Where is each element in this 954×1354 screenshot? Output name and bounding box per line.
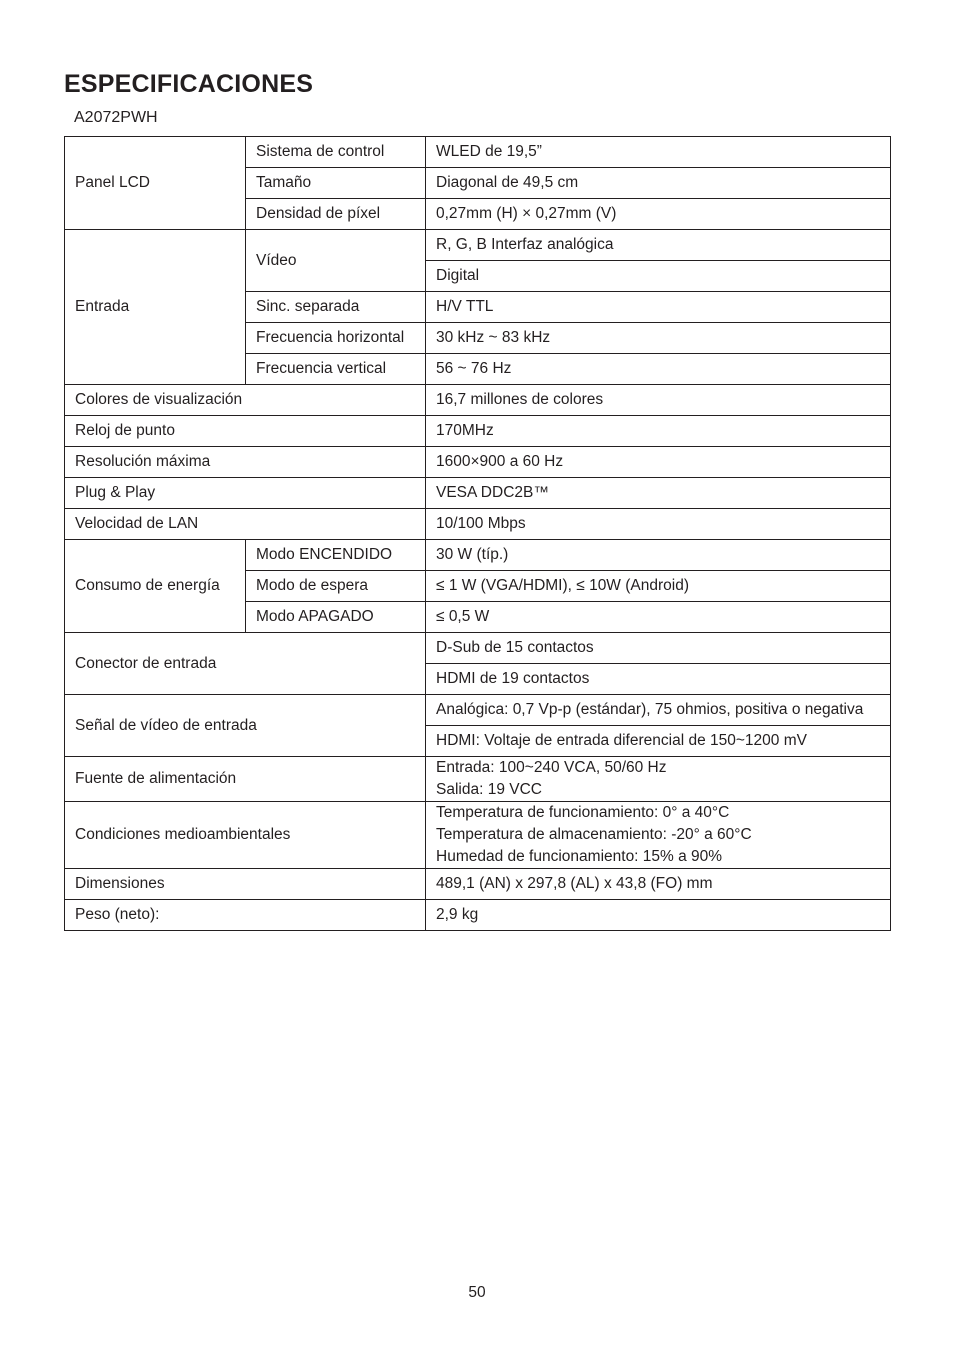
- table-row: [65, 447, 891, 478]
- value-cell: [426, 802, 891, 869]
- category-cell: Peso (neto):: [65, 900, 426, 931]
- value-cell: 30 W (típ.): [426, 540, 891, 571]
- value-line: Salida: 19 VCC: [436, 781, 542, 798]
- table-row: [65, 869, 891, 900]
- value-cell: HDMI: Voltaje de entrada diferencial de 150~1200 mV: [426, 726, 891, 757]
- category-cell: Señal de vídeo de entrada: [65, 695, 426, 757]
- table-row: [65, 900, 891, 931]
- category-cell: Conector de entrada: [65, 633, 426, 695]
- category-cell: Velocidad de LAN: [65, 509, 426, 540]
- category-cell: Condiciones medioambientales: [65, 802, 426, 869]
- value-cell: 30 kHz ~ 83 kHz: [426, 323, 891, 354]
- param-cell: Vídeo: [246, 230, 426, 292]
- value-line: Temperatura de funcionamiento: 0° a 40°C: [436, 804, 730, 821]
- page-number: 50: [468, 1284, 486, 1301]
- value-cell: Diagonal de 49,5 cm: [426, 168, 891, 199]
- value-line: Temperatura de almacenamiento: -20° a 60°C: [436, 826, 752, 843]
- category-cell: Colores de visualización: [65, 385, 426, 416]
- param-cell: Frecuencia horizontal: [246, 323, 426, 354]
- table-row: [65, 695, 891, 726]
- value-cell: WLED de 19,5”: [426, 137, 891, 168]
- param-cell: Modo APAGADO: [246, 602, 426, 633]
- category-cell: Plug & Play: [65, 478, 426, 509]
- category-cell: Resolución máxima: [65, 447, 426, 478]
- category-cell: Reloj de punto: [65, 416, 426, 447]
- value-line: Humedad de funcionamiento: 15% a 90%: [436, 848, 723, 865]
- table-row: [65, 416, 891, 447]
- param-cell: Modo ENCENDIDO: [246, 540, 426, 571]
- value-cell: 2,9 kg: [426, 900, 891, 931]
- value-cell: HDMI de 19 contactos: [426, 664, 891, 695]
- category-cell: Consumo de energía: [65, 540, 246, 633]
- table-row: [65, 230, 891, 261]
- param-cell: Sistema de control: [246, 137, 426, 168]
- value-cell: H/V TTL: [426, 292, 891, 323]
- table-row: [65, 137, 891, 168]
- value-cell: Digital: [426, 261, 891, 292]
- value-cell: VESA DDC2B™: [426, 478, 891, 509]
- value-cell: Analógica: 0,7 Vp-p (estándar), 75 ohmios, positiva o negativa: [426, 695, 891, 726]
- table-row: [65, 478, 891, 509]
- table-row: [65, 540, 891, 571]
- value-cell: D-Sub de 15 contactos: [426, 633, 891, 664]
- value-cell: 489,1 (AN) x 297,8 (AL) x 43,8 (FO) mm: [426, 869, 891, 900]
- value-cell: ≤ 1 W (VGA/HDMI), ≤ 10W (Android): [426, 571, 891, 602]
- param-cell: Modo de espera: [246, 571, 426, 602]
- table-row: [65, 385, 891, 416]
- value-line: Entrada: 100~240 VCA, 50/60 Hz: [436, 759, 667, 776]
- table-row: [65, 633, 891, 664]
- category-cell: Entrada: [65, 230, 246, 385]
- value-cell: 56 ~ 76 Hz: [426, 354, 891, 385]
- value-cell: 16,7 millones de colores: [426, 385, 891, 416]
- category-cell: Panel LCD: [65, 137, 246, 230]
- value-cell: ≤ 0,5 W: [426, 602, 891, 633]
- table-row: [65, 509, 891, 540]
- category-cell: Dimensiones: [65, 869, 426, 900]
- param-cell: Sinc. separada: [246, 292, 426, 323]
- value-cell: 1600×900 a 60 Hz: [426, 447, 891, 478]
- value-cell: [426, 757, 891, 802]
- param-cell: Densidad de píxel: [246, 199, 426, 230]
- param-cell: Tamaño: [246, 168, 426, 199]
- param-cell: Frecuencia vertical: [246, 354, 426, 385]
- model-name: A2072PWH: [74, 109, 158, 126]
- page-title: ESPECIFICACIONES: [64, 70, 314, 98]
- category-cell: Fuente de alimentación: [65, 757, 426, 802]
- table-row: [65, 757, 891, 802]
- table-row: [65, 802, 891, 869]
- spec-table: [64, 136, 891, 931]
- value-cell: 10/100 Mbps: [426, 509, 891, 540]
- value-cell: 170MHz: [426, 416, 891, 447]
- value-cell: R, G, B Interfaz analógica: [426, 230, 891, 261]
- value-cell: 0,27mm (H) × 0,27mm (V): [426, 199, 891, 230]
